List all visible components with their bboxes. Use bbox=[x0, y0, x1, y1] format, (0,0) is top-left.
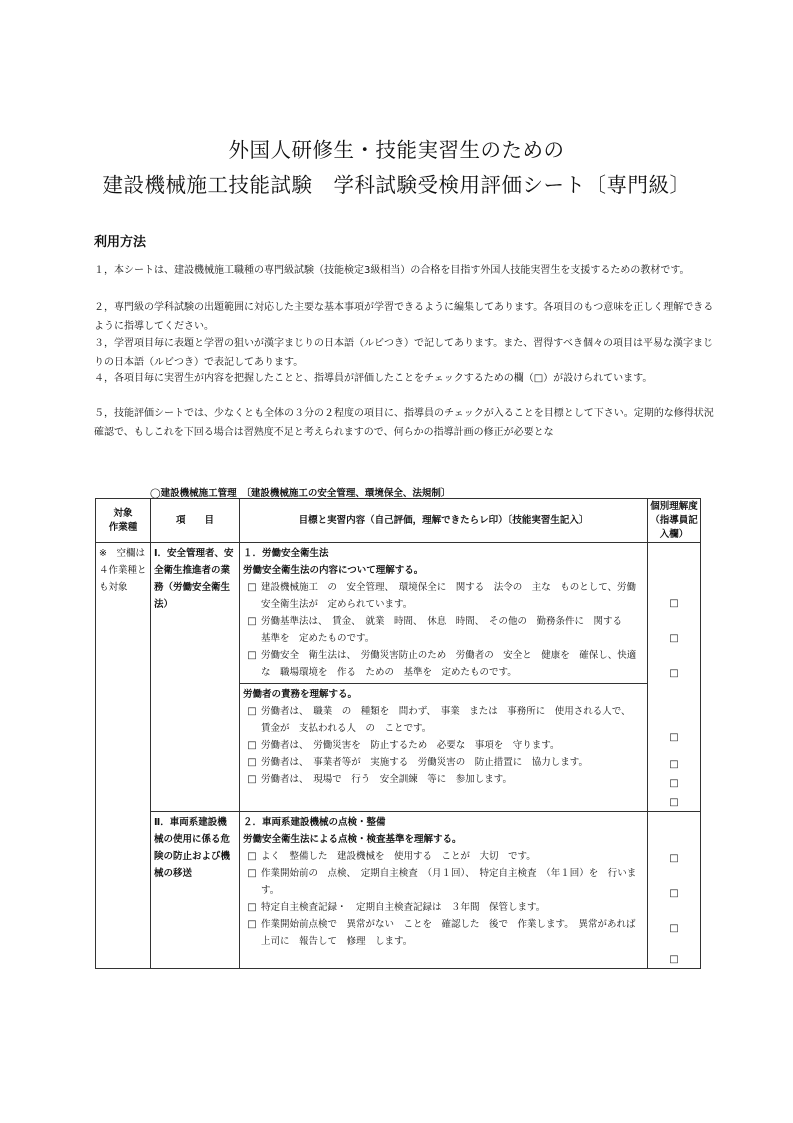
goal-line: □ 労働者は、 職業 の 種類を 問わず、 事業 または 事務所に 使用される人で、賃金が 支払われる人 の ことです。 bbox=[243, 703, 644, 737]
checkbox-icon[interactable]: □ bbox=[247, 919, 257, 930]
goal-line: □ 建設機械施工 の 安全管理、 環境保全に 関する 法令の 主な ものとして、労働安全衛生法が 定められています。 bbox=[243, 579, 644, 613]
section-heading: ◯建設機械施工管理 〔建設機械施工の安全管理、環境保全、法規制〕 bbox=[150, 488, 451, 499]
document-title-line2: 建設機械施工技能試験 学科試験受検用評価シート〔専門級〕 bbox=[102, 173, 691, 197]
checkbox-icon[interactable]: □ bbox=[247, 902, 257, 913]
header-evaluation: 個別理解度（指導員記入欄） bbox=[648, 499, 701, 543]
header-item: 項 目 bbox=[151, 499, 240, 543]
checkbox-icon[interactable]: □ bbox=[247, 851, 257, 862]
usage-heading: 利用方法 bbox=[94, 235, 147, 250]
evaluator-checkbox-icon[interactable]: □ bbox=[669, 923, 679, 934]
evaluator-checkbox-icon[interactable]: □ bbox=[669, 888, 679, 899]
evaluator-checkbox-icon[interactable]: □ bbox=[669, 732, 679, 743]
goal-title: １．労働安全衛生法 bbox=[243, 548, 329, 559]
evaluator-checkbox-icon[interactable]: □ bbox=[669, 954, 679, 965]
evaluation-table bbox=[95, 498, 701, 969]
goal-line: □ 労働安全 衛生法は、 労働災害防止のため 労働者の 安全と 健康を 確保し、快適な 職場環境を 作る ための 基準を 定めたものです。 bbox=[243, 647, 644, 681]
evaluation-cell-1 bbox=[648, 543, 701, 812]
goal-line: □ 労働者は、 事業者等が 実施する 労働災害の 防止措置に 協力します。 bbox=[243, 754, 644, 771]
evaluator-checkbox-icon[interactable]: □ bbox=[669, 853, 679, 864]
checkbox-icon[interactable]: □ bbox=[247, 706, 257, 717]
usage-paragraph-5: ５，技能評価シートでは、少なくとも全体の３分の２程度の項目に、指導員のチェックが入ることを目標として下さい。定期的な修得状況確認で、もしこれを下回る場合は習熟度不足と考えられますので、何らかの指導計画の修正が必要とな bbox=[94, 408, 714, 438]
document-title-line1: 外国人研修生・技能実習生のための bbox=[228, 138, 565, 162]
goal-subtitle: 労働安全衛生法の内容について理解する。 bbox=[243, 565, 424, 576]
goal-line: □ 作業開始前の 点検、 定期自主検査 （月１回）、 特定自主検査 （年１回）を 行います。 bbox=[243, 865, 644, 899]
goal-line: □ よく 整備した 建設機械を 使用する ことが 大切 です。 bbox=[243, 848, 644, 865]
checkbox-icon[interactable]: □ bbox=[247, 774, 257, 785]
header-goal: 目標と実習内容（自己評価，理解できたらレ印）〔技能実習生記入〕 bbox=[240, 499, 648, 543]
checkbox-icon[interactable]: □ bbox=[247, 616, 257, 627]
item-2: Ⅱ．車両系建設機械の使用に係る危険の防止および機械の移送 bbox=[151, 812, 240, 969]
goal-cell-1 bbox=[240, 543, 648, 812]
checkbox-icon[interactable]: □ bbox=[247, 650, 257, 661]
goal-line: □ 特定自主検査記録・ 定期自主検査記録は ３年間 保管します。 bbox=[243, 899, 644, 916]
usage-paragraph-4: ４，各項目毎に実習生が内容を把握したことと、指導員が評価したことをチェックするための欄（□）が設けられています。 bbox=[94, 373, 653, 384]
goal-subtitle: 労働者の責務を理解する。 bbox=[243, 689, 358, 700]
evaluator-checkbox-icon[interactable]: □ bbox=[669, 778, 679, 789]
goal-line: □ 労働者は、 現場で 行う 安全訓練 等に 参加します。 bbox=[243, 771, 644, 788]
evaluator-checkbox-icon[interactable]: □ bbox=[669, 797, 679, 808]
goal-title: ２．車両系建設機械の点検・整備 bbox=[243, 817, 386, 828]
evaluator-checkbox-icon[interactable]: □ bbox=[669, 633, 679, 644]
goal-line: □ 作業開始前点検で 異常がない ことを 確認した 後で 作業します。 異常があれば 上司に 報告して 修理 します。 bbox=[243, 916, 644, 950]
goal-block bbox=[240, 812, 647, 952]
goal-line: □ 労働基準法は、 賃金、 就業 時間、 休息 時間、 その他の 勤務条件に 関する 基準を 定めたものです。 bbox=[243, 613, 644, 647]
evaluator-checkbox-icon[interactable]: □ bbox=[669, 759, 679, 770]
evaluator-checkbox-icon[interactable]: □ bbox=[669, 668, 679, 679]
goal-block bbox=[240, 683, 647, 790]
goal-subtitle: 労働安全衛生法による点検・検査基準を理解する。 bbox=[243, 834, 462, 845]
goal-cell-2 bbox=[240, 812, 648, 969]
evaluation-cell-2 bbox=[648, 812, 701, 969]
checkbox-icon[interactable]: □ bbox=[247, 740, 257, 751]
checkbox-icon[interactable]: □ bbox=[247, 868, 257, 879]
item-1: Ⅰ．安全管理者、安全衛生推進者の業務（労働安全衛生法） bbox=[151, 543, 240, 812]
evaluator-checkbox-icon[interactable]: □ bbox=[669, 598, 679, 609]
checkbox-icon[interactable]: □ bbox=[247, 757, 257, 768]
goal-line: □ 労働者は、 労働災害を 防止するため 必要な 事項を 守ります。 bbox=[243, 737, 644, 754]
usage-paragraph-2: ２，専門級の学科試験の出題範囲に対応した主要な基本事項が学習できるように編集してあります。各項目のもつ意味を正しく理解できるように指導してください。 bbox=[94, 302, 714, 332]
usage-paragraph-1: １，本シートは、建設機械施工職種の専門級試験（技能検定3級相当）の合格を目指す外国人技能実習生を支援するための教材です。 bbox=[94, 265, 690, 276]
target-note: ※ 空欄は４作業種とも対象 bbox=[96, 543, 151, 969]
goal-block bbox=[240, 543, 647, 683]
checkbox-icon[interactable]: □ bbox=[247, 582, 257, 593]
usage-paragraph-3: ３，学習項目毎に表題と学習の狙いが漢字まじりの日本語（ルビつき）で記してあります。また、習得すべき個々の項目は平易な漢字まじりの日本語（ルビつき）で表記してあります。 bbox=[94, 338, 713, 368]
header-target: 対象 作業種 bbox=[96, 499, 151, 543]
